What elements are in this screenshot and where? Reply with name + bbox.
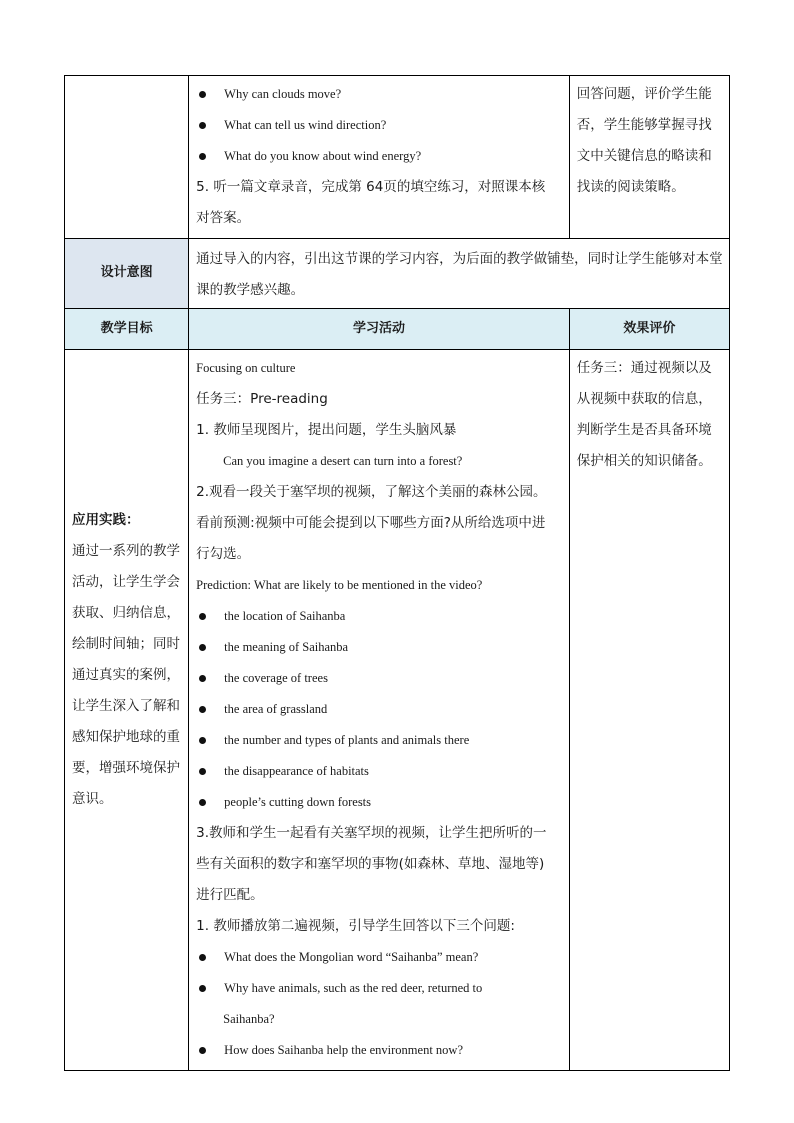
list-item: the location of Saihanba [196, 601, 563, 632]
design-intent-row [65, 239, 730, 309]
design-intent-label-cell [65, 239, 189, 309]
step5-text: 5. 听一篇文章录音，完成第 64页的填空练习，对照课本核 [196, 179, 546, 195]
main-content-row [65, 350, 730, 1071]
list-item: the meaning of Saihanba [196, 632, 563, 663]
list-item: the disappearance of habitats [196, 756, 563, 787]
top-evaluation-cell [569, 76, 729, 239]
evaluation-task3-text: 任务三：通过视频以及从视频中获取的信息，判断学生是否具备环境保护相关的知识储备。 [576, 360, 712, 469]
bullet-icon [199, 153, 206, 160]
activity-cell [189, 350, 570, 1071]
list-item: people’s cutting down forests [196, 787, 563, 818]
step2-text: 2.观看一段关于塞罕坝的视频，了解这个美丽的森林公园。 [196, 484, 547, 500]
goal-title: 应用实践： [72, 512, 140, 528]
design-intent-text-cell [189, 239, 730, 309]
list-item: What does the Mongolian word “Saihanba” mean? [196, 942, 563, 973]
bullet-icon [199, 799, 206, 806]
step3-text-cont: 些有关面积的数字和塞罕坝的事物(如森林、草地、湿地等) [196, 856, 545, 872]
goal-text: 通过一系列的教学活动，让学生学会获取、归纳信息，绘制时间轴；同时通过真实的案例，让学生深入了解和感知保护地球的重要，增强环境保护意识。 [72, 543, 180, 807]
design-intent-label: 设计意图 [100, 265, 153, 280]
bullet-icon [199, 644, 206, 651]
bullet-icon [199, 768, 206, 775]
step3-text-end: 进行匹配。 [196, 887, 264, 903]
focus-heading: Focusing on culture [196, 361, 296, 375]
list-item-cont: Saihanba? [223, 1012, 275, 1026]
design-intent-text: 通过导入的内容，引出这节课的学习内容，为后面的教学做铺垫，同时让学生能够对本堂课的教学感兴趣。 [196, 251, 723, 298]
evaluation-cell [569, 350, 729, 1071]
list-item: Why have animals, such as the red deer, returned to [196, 973, 563, 1004]
predict-text-cont: 行勾选。 [196, 546, 251, 562]
goal-box [65, 505, 188, 815]
list-item: the number and types of plants and animals there [196, 725, 563, 756]
lesson-plan-table [64, 75, 730, 1071]
header-activity: 学习活动 [189, 309, 570, 350]
top-evaluation-text: 回答问题，评价学生能否，学生能够掌握寻找文中关键信息的略读和找读的阅读策略。 [576, 86, 712, 195]
bullet-icon [199, 1047, 206, 1054]
step4-text: 1. 教师播放第二遍视频，引导学生回答以下三个问题: [196, 918, 515, 934]
list-item: What do you know about wind energy? [196, 141, 563, 172]
bullet-icon [199, 122, 206, 129]
bullet-icon [199, 985, 206, 992]
top-goal-cell [65, 76, 189, 239]
table-header-row [65, 309, 730, 350]
list-item: the coverage of trees [196, 663, 563, 694]
predict-text: 看前预测:视频中可能会提到以下哪些方面?从所给选项中进 [196, 515, 546, 531]
list-item: How does Saihanba help the environment now? [196, 1035, 563, 1066]
bullet-icon [199, 91, 206, 98]
step1-question: Can you imagine a desert can turn into a forest? [223, 454, 463, 468]
prediction-question: Prediction: What are likely to be mentioned in the video? [196, 578, 483, 592]
goal-cell [65, 350, 189, 1071]
header-evaluation: 效果评价 [569, 309, 729, 350]
top-section-row [65, 76, 730, 239]
bullet-icon [199, 706, 206, 713]
list-item: What can tell us wind direction? [196, 110, 563, 141]
header-goal: 教学目标 [65, 309, 189, 350]
list-item: Why can clouds move? [196, 79, 563, 110]
bullet-icon [199, 737, 206, 744]
bullet-icon [199, 675, 206, 682]
step5-text-cont: 对答案。 [196, 210, 251, 226]
step1-text: 1. 教师呈现图片，提出问题，学生头脑风暴 [196, 422, 457, 438]
top-activity-cell [189, 76, 570, 239]
bullet-icon [199, 613, 206, 620]
bullet-icon [199, 954, 206, 961]
step3-text: 3.教师和学生一起看有关塞罕坝的视频，让学生把所听的一 [196, 825, 547, 841]
list-item: the area of grassland [196, 694, 563, 725]
task3-heading: 任务三：Pre-reading [196, 391, 328, 407]
